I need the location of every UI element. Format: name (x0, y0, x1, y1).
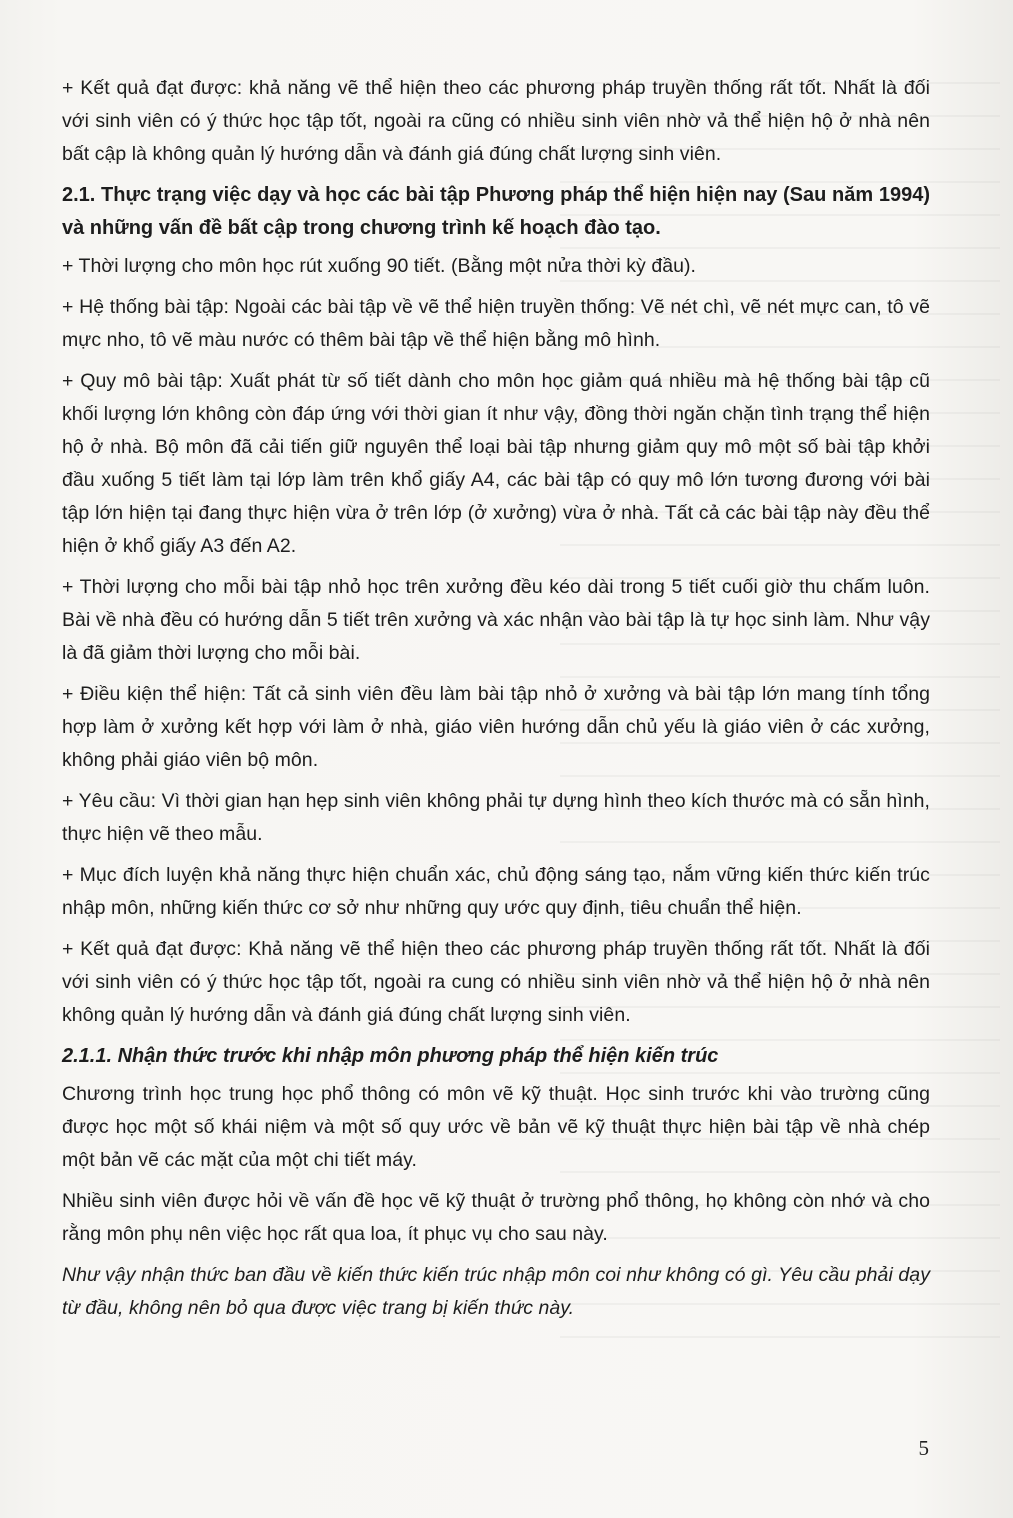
heading-2-1-1: 2.1.1. Nhận thức trước khi nhập môn phương pháp thể hiện kiến trúc (62, 1045, 719, 1067)
paragraph-result-1: + Kết quả đạt được: khả năng vẽ thể hiện theo các phương pháp truyền thống rất tốt. Nhất là đối với sinh viên có ý thức học tập tốt, ngoài ra cũng có nhiều sinh viên nhờ vả thể hiện hộ ở nhà nên bất cập là không quản lý hướng dẫn và đánh giá đúng chất lượng sinh viên. (62, 77, 930, 165)
paragraph-result-2: + Kết quả đạt được: Khả năng vẽ thể hiện theo các phương pháp truyền thống rất tốt. Nhất là đối với sinh viên có ý thức học tập tốt, ngoài ra cung có nhiều sinh viên nhờ vả thể hiện hộ ở nhà nên không quản lý hướng dẫn và đánh giá đúng chất lượng sinh viên. (62, 938, 930, 1026)
paragraph-conclusion: Như vậy nhận thức ban đầu về kiến thức kiến trúc nhập môn coi như không có gì. Yêu cầu phải dạy từ đầu, không nên bỏ qua được việc trang bị kiến thức này. (62, 1264, 930, 1319)
paragraph-students-asked: Nhiều sinh viên được hỏi về vấn đề học vẽ kỹ thuật ở trường phổ thông, họ không còn nhớ và cho rằng môn phụ nên việc học rất qua loa, ít phục vụ cho sau này. (62, 1190, 930, 1245)
page-number: 5 (918, 1436, 929, 1460)
paragraph-conditions: + Điều kiện thể hiện: Tất cả sinh viên đều làm bài tập nhỏ ở xưởng và bài tập lớn mang tính tổng hợp làm ở xưởng kết hợp với làm ở nhà, giáo viên hướng dẫn chủ yếu là giáo viên ở các xưởng, không phải giáo viên bộ môn. (62, 683, 930, 771)
paragraph-duration: + Thời lượng cho môn học rút xuống 90 tiết. (Bằng một nửa thời kỳ đầu). (62, 255, 697, 277)
paragraph-requirements: + Yêu cầu: Vì thời gian hạn hẹp sinh viên không phải tự dựng hình theo kích thước mà có sẵn hình, thực hiện vẽ theo mẫu. (62, 790, 930, 845)
paragraph-exercise-scale: + Quy mô bài tập: Xuất phát từ số tiết dành cho môn học giảm quá nhiều mà hệ thống bài tập cũ khối lượng lớn không còn đáp ứng với thời gian ít như vậy, đồng thời ngăn chặn tình trạng thể hiện hộ ở nhà. Bộ môn đã cải tiến giữ nguyên thể loại bài tập nhưng giảm quy mô một số bài tập khởi đầu xuống 5 tiết làm tại lớp làm trên khổ giấy A4, các bài tập có quy mô lớn tương đương với bài tập lớn hiện tại đang thực hiện vừa ở trên lớp (ở xưởng) vừa ở nhà. Tất cả các bài tập này đều thể hiện ở khổ giấy A3 đến A2. (62, 370, 930, 557)
paragraph-exercise-system: + Hệ thống bài tập: Ngoài các bài tập về vẽ thể hiện truyền thống: Vẽ nét chì, vẽ nét mực can, tô vẽ mực nho, tô vẽ màu nước có thêm bài tập về thể hiện bằng mô hình. (62, 296, 930, 351)
paragraph-exercise-duration: + Thời lượng cho mỗi bài tập nhỏ học trên xưởng đều kéo dài trong 5 tiết cuối giờ thu chấm luôn. Bài về nhà đều có hướng dẫn 5 tiết trên xưởng và xác nhận vào bài tập là tự học sinh làm. Như vậy là đã giảm thời lượng cho mỗi bài. (62, 576, 930, 664)
paragraph-purpose: + Mục đích luyện khả năng thực hiện chuẩn xác, chủ động sáng tạo, nắm vững kiến thức kiến trúc nhập môn, những kiến thức cơ sở như những quy ước quy định, tiêu chuẩn thể hiện. (62, 864, 930, 919)
paragraph-high-school: Chương trình học trung học phổ thông có môn vẽ kỹ thuật. Học sinh trước khi vào trường cũng được học một số khái niệm và một số quy ước về bản vẽ kỹ thuật thực hiện bài tập về nhà chép một bản vẽ các mặt của một chi tiết máy. (62, 1083, 930, 1171)
page-body (62, 72, 930, 1325)
heading-2-1: 2.1. Thực trạng việc dạy và học các bài tập Phương pháp thể hiện hiện nay (Sau năm 1994) và những vấn đề bất cập trong chương trình kế hoạch đào tạo. (62, 184, 930, 239)
